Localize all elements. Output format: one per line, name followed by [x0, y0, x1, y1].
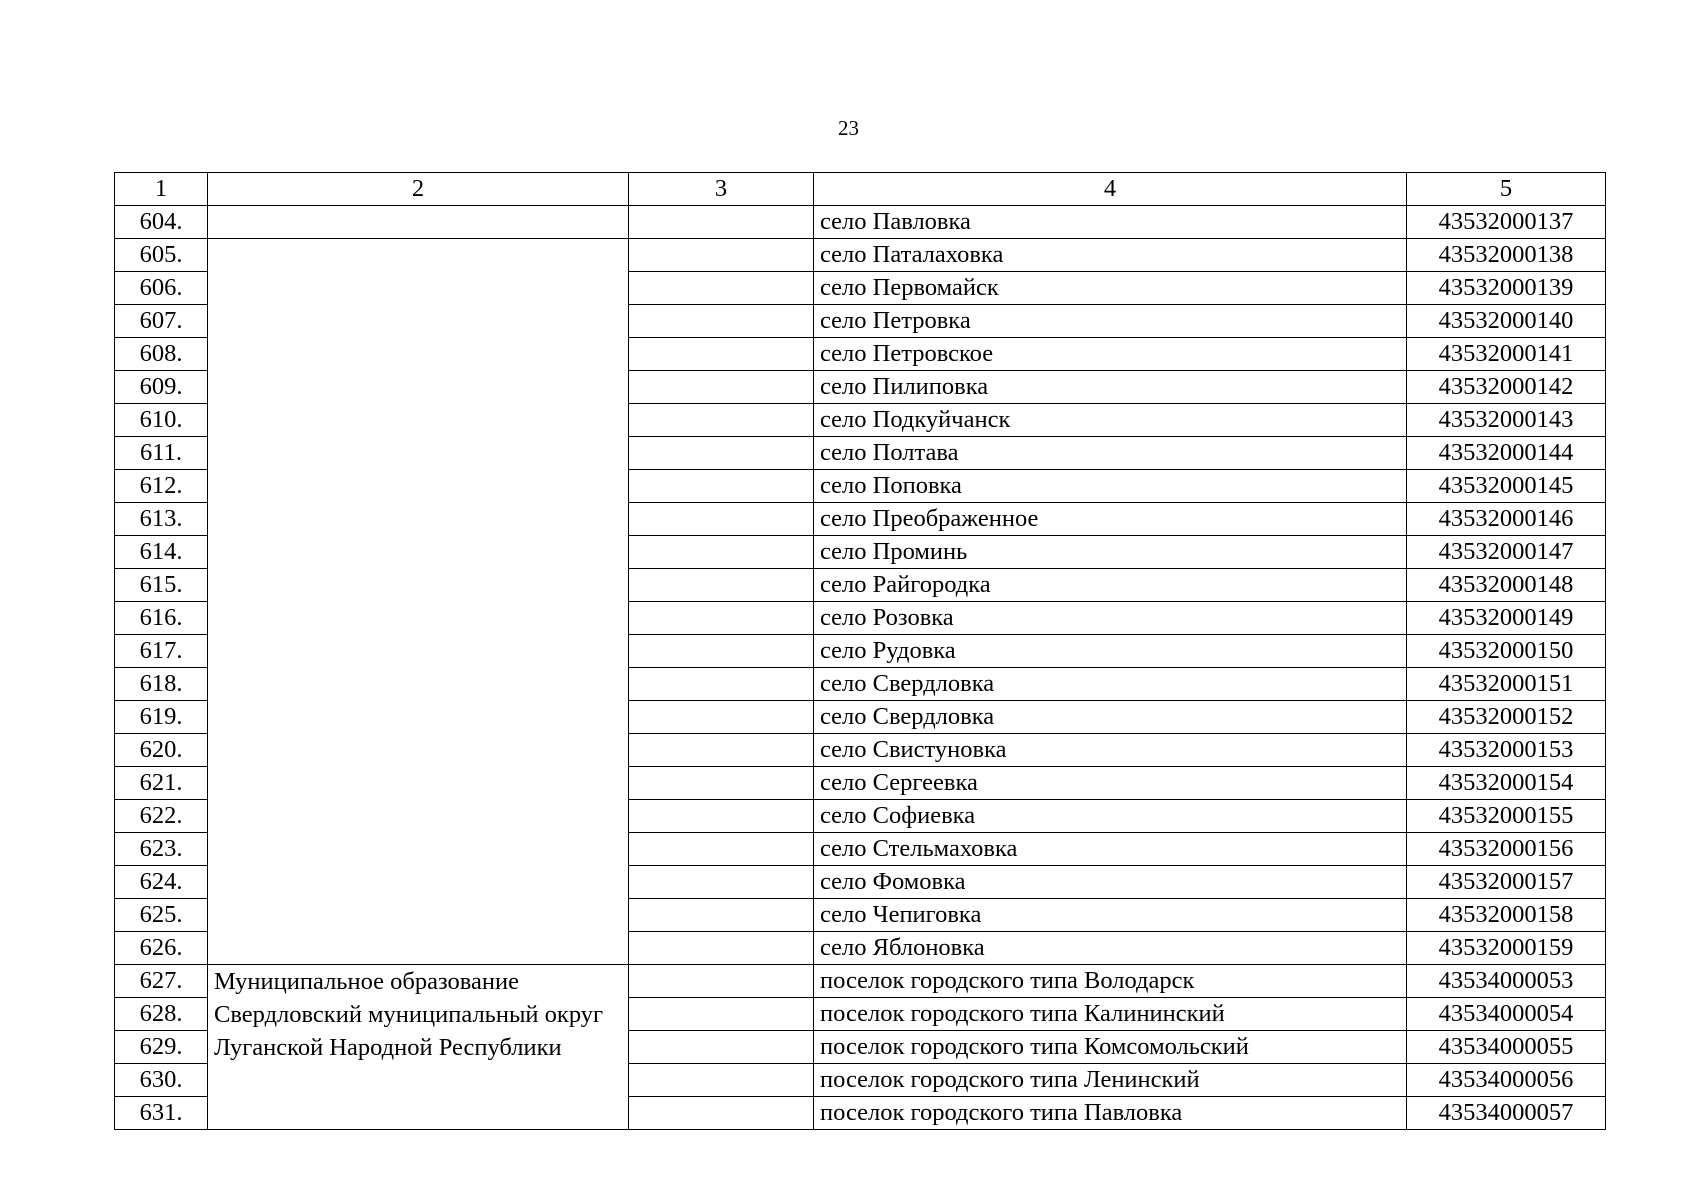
column-3-cell [629, 206, 814, 239]
row-number: 628. [115, 998, 208, 1031]
settlement-name: село Пилиповка [814, 371, 1407, 404]
column-3-cell [629, 437, 814, 470]
settlement-name: село Розовка [814, 602, 1407, 635]
column-3-cell [629, 833, 814, 866]
row-number: 612. [115, 470, 208, 503]
row-number: 608. [115, 338, 208, 371]
row-number: 610. [115, 404, 208, 437]
settlement-name: поселок городского типа Ленинский [814, 1064, 1407, 1097]
oktmo-code: 43532000149 [1407, 602, 1606, 635]
settlements-table [114, 172, 1606, 1130]
row-number: 617. [115, 635, 208, 668]
oktmo-code: 43532000147 [1407, 536, 1606, 569]
settlement-name: село Райгородка [814, 569, 1407, 602]
row-number: 609. [115, 371, 208, 404]
column-3-cell [629, 503, 814, 536]
row-number: 624. [115, 866, 208, 899]
settlement-name: село Яблоновка [814, 932, 1407, 965]
settlement-name: село Рудовка [814, 635, 1407, 668]
municipality-name: Муниципальное образование Свердловский муниципальный округ Луганской Народной Республики [208, 965, 629, 1130]
row-number: 604. [115, 206, 208, 239]
settlement-name: село Чепиговка [814, 899, 1407, 932]
settlement-name: село Павловка [814, 206, 1407, 239]
column-3-cell [629, 602, 814, 635]
settlement-name: село Преображенное [814, 503, 1407, 536]
table-row [115, 206, 1606, 239]
oktmo-code: 43532000142 [1407, 371, 1606, 404]
column-3-cell [629, 470, 814, 503]
settlement-name: село Подкуйчанск [814, 404, 1407, 437]
column-3-cell [629, 404, 814, 437]
oktmo-code: 43532000158 [1407, 899, 1606, 932]
oktmo-code: 43532000139 [1407, 272, 1606, 305]
row-number: 616. [115, 602, 208, 635]
row-number: 623. [115, 833, 208, 866]
column-3-cell [629, 371, 814, 404]
column-3-cell [629, 1097, 814, 1130]
oktmo-code: 43532000155 [1407, 800, 1606, 833]
row-number: 619. [115, 701, 208, 734]
oktmo-code: 43534000055 [1407, 1031, 1606, 1064]
row-number: 630. [115, 1064, 208, 1097]
oktmo-code: 43534000056 [1407, 1064, 1606, 1097]
column-3-cell [629, 668, 814, 701]
settlement-name: село Первомайск [814, 272, 1407, 305]
column-3-cell [629, 965, 814, 998]
header-col-3: 3 [629, 173, 814, 206]
row-number: 618. [115, 668, 208, 701]
oktmo-code: 43532000156 [1407, 833, 1606, 866]
settlement-name: село Петровка [814, 305, 1407, 338]
oktmo-code: 43532000138 [1407, 239, 1606, 272]
column-3-cell [629, 272, 814, 305]
row-number: 629. [115, 1031, 208, 1064]
table-header-row [115, 173, 1606, 206]
column-3-cell [629, 734, 814, 767]
header-col-4: 4 [814, 173, 1407, 206]
settlement-name: село Проминь [814, 536, 1407, 569]
settlement-name: поселок городского типа Павловка [814, 1097, 1407, 1130]
header-col-5: 5 [1407, 173, 1606, 206]
header-col-1: 1 [115, 173, 208, 206]
table-row [115, 239, 1606, 272]
row-number: 620. [115, 734, 208, 767]
oktmo-code: 43532000145 [1407, 470, 1606, 503]
page-number: 23 [838, 116, 859, 140]
settlement-name: село Петровское [814, 338, 1407, 371]
settlement-name: село Свердловка [814, 668, 1407, 701]
row-number: 631. [115, 1097, 208, 1130]
row-number: 621. [115, 767, 208, 800]
oktmo-code: 43532000137 [1407, 206, 1606, 239]
oktmo-code: 43532000148 [1407, 569, 1606, 602]
row-number: 607. [115, 305, 208, 338]
row-number: 613. [115, 503, 208, 536]
oktmo-code: 43532000141 [1407, 338, 1606, 371]
oktmo-code: 43532000159 [1407, 932, 1606, 965]
oktmo-code: 43532000153 [1407, 734, 1606, 767]
column-3-cell [629, 932, 814, 965]
column-3-cell [629, 866, 814, 899]
settlement-name: поселок городского типа Володарск [814, 965, 1407, 998]
column-3-cell [629, 800, 814, 833]
row-number: 605. [115, 239, 208, 272]
oktmo-code: 43532000144 [1407, 437, 1606, 470]
column-3-cell [629, 899, 814, 932]
oktmo-code: 43534000054 [1407, 998, 1606, 1031]
column-3-cell [629, 338, 814, 371]
settlement-name: село Стельмаховка [814, 833, 1407, 866]
column-3-cell [629, 569, 814, 602]
oktmo-code: 43532000143 [1407, 404, 1606, 437]
oktmo-code: 43532000152 [1407, 701, 1606, 734]
column-3-cell [629, 536, 814, 569]
row-number: 622. [115, 800, 208, 833]
settlement-name: село Свистуновка [814, 734, 1407, 767]
row-number: 611. [115, 437, 208, 470]
oktmo-code: 43532000151 [1407, 668, 1606, 701]
settlement-name: село Поповка [814, 470, 1407, 503]
settlement-name: село Свердловка [814, 701, 1407, 734]
municipality-cell-empty [208, 239, 629, 965]
settlement-name: село Софиевка [814, 800, 1407, 833]
oktmo-code: 43532000154 [1407, 767, 1606, 800]
oktmo-code: 43532000150 [1407, 635, 1606, 668]
oktmo-code: 43534000057 [1407, 1097, 1606, 1130]
row-number: 615. [115, 569, 208, 602]
settlement-name: село Полтава [814, 437, 1407, 470]
settlement-name: поселок городского типа Калининский [814, 998, 1407, 1031]
column-3-cell [629, 305, 814, 338]
row-number: 626. [115, 932, 208, 965]
settlement-name: село Паталаховка [814, 239, 1407, 272]
column-3-cell [629, 701, 814, 734]
column-3-cell [629, 635, 814, 668]
oktmo-code: 43534000053 [1407, 965, 1606, 998]
oktmo-code: 43532000140 [1407, 305, 1606, 338]
column-3-cell [629, 1064, 814, 1097]
column-3-cell [629, 1031, 814, 1064]
municipality-cell-empty [208, 206, 629, 239]
oktmo-code: 43532000157 [1407, 866, 1606, 899]
column-3-cell [629, 998, 814, 1031]
column-3-cell [629, 767, 814, 800]
table-row [115, 965, 1606, 998]
row-number: 625. [115, 899, 208, 932]
row-number: 606. [115, 272, 208, 305]
settlement-name: село Сергеевка [814, 767, 1407, 800]
settlement-name: село Фомовка [814, 866, 1407, 899]
oktmo-code: 43532000146 [1407, 503, 1606, 536]
column-3-cell [629, 239, 814, 272]
row-number: 614. [115, 536, 208, 569]
settlement-name: поселок городского типа Комсомольский [814, 1031, 1407, 1064]
row-number: 627. [115, 965, 208, 998]
header-col-2: 2 [208, 173, 629, 206]
